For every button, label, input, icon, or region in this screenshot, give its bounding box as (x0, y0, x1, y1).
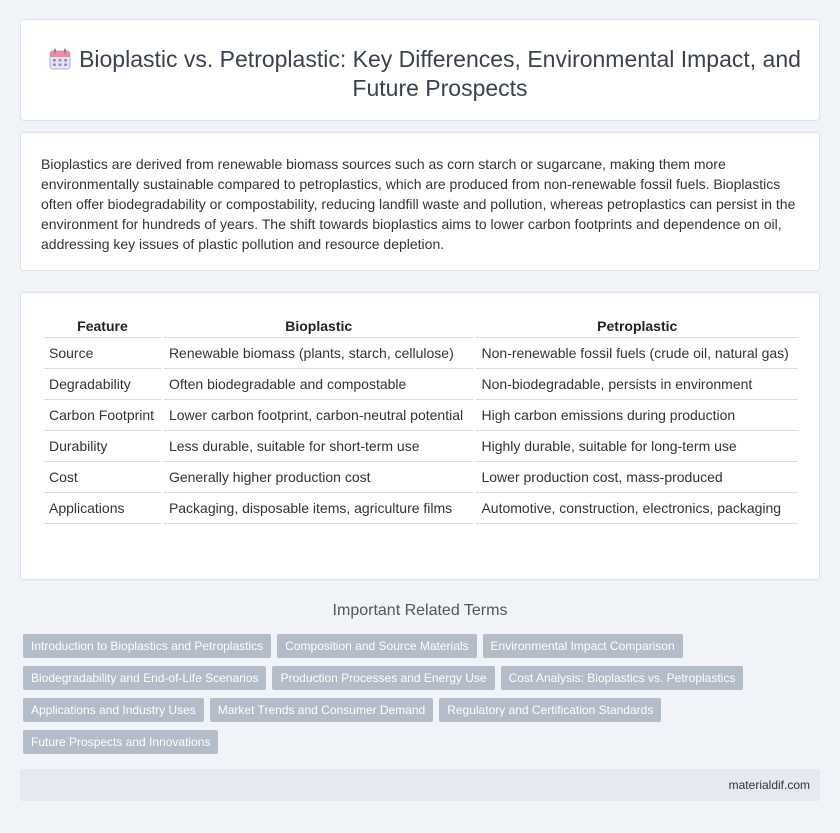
table-cell: Non-biodegradable, persists in environment (476, 369, 798, 400)
table-cell: High carbon emissions during production (476, 400, 798, 431)
column-header-petroplastic: Petroplastic (476, 316, 798, 338)
table-row (44, 369, 798, 400)
table-row (44, 400, 798, 431)
table-cell: Carbon Footprint (44, 400, 161, 431)
table-cell: Lower carbon footprint, carbon-neutral potential (164, 400, 474, 431)
table-cell: Source (44, 338, 161, 369)
table-cell: Applications (44, 493, 161, 524)
intro-paragraph: Bioplastics are derived from renewable biomass sources such as corn starch or sugarcane, making them more environmentally sustainable compared to petroplastics, which are produced from non-renewable fossil fuels. Bioplastics often offer biodegradability or compostability, reducing landfill waste and pollution, whereas petroplastics can persist in the environment for hundreds of years. The shift towards bioplastics aims to lower carbon footprints and dependence on oil, addressing key issues of plastic pollution and resource depletion. (41, 156, 796, 252)
table-cell: Non-renewable fossil fuels (crude oil, natural gas) (476, 338, 798, 369)
comparison-table (41, 316, 801, 524)
table-row (44, 462, 798, 493)
table-cell: Renewable biomass (plants, starch, cellulose) (164, 338, 474, 369)
related-term-tag[interactable]: Composition and Source Materials (277, 634, 476, 658)
page-title: Bioplastic vs. Petroplastic: Key Differences, Environmental Impact, and Future Prospects (79, 46, 801, 101)
footer (20, 769, 820, 801)
table-row (44, 431, 798, 462)
column-header-feature: Feature (44, 316, 161, 338)
table-cell: Packaging, disposable items, agriculture films (164, 493, 474, 524)
table-cell: Highly durable, suitable for long-term use (476, 431, 798, 462)
intro-card (20, 132, 820, 271)
table-cell: Lower production cost, mass-produced (476, 462, 798, 493)
related-term-tag[interactable]: Applications and Industry Uses (23, 698, 204, 722)
related-term-tag[interactable]: Future Prospects and Innovations (23, 730, 218, 754)
header-card (20, 19, 820, 121)
table-cell: Often biodegradable and compostable (164, 369, 474, 400)
table-cell: Durability (44, 431, 161, 462)
column-header-bioplastic: Bioplastic (164, 316, 474, 338)
related-term-tag[interactable]: Market Trends and Consumer Demand (210, 698, 433, 722)
related-terms-heading: Important Related Terms (332, 602, 508, 619)
table-cell: Degradability (44, 369, 161, 400)
table-cell: Automotive, construction, electronics, packaging (476, 493, 798, 524)
table-row (44, 338, 798, 369)
related-term-tag[interactable]: Production Processes and Energy Use (272, 666, 494, 690)
comparison-table-card (20, 292, 820, 580)
table-cell: Cost (44, 462, 161, 493)
related-term-tag[interactable]: Biodegradability and End-of-Life Scenarios (23, 666, 266, 690)
footer-site-name[interactable]: materialdif.com (728, 778, 810, 792)
related-term-tag[interactable]: Environmental Impact Comparison (483, 634, 683, 658)
table-header-row (44, 316, 798, 338)
related-term-tag[interactable]: Regulatory and Certification Standards (439, 698, 661, 722)
related-terms-list (23, 634, 823, 762)
table-cell: Less durable, suitable for short-term use (164, 431, 474, 462)
related-term-tag[interactable]: Introduction to Bioplastics and Petroplastics (23, 634, 271, 658)
related-term-tag[interactable]: Cost Analysis: Bioplastics vs. Petroplastics (501, 666, 744, 690)
calendar-icon (48, 47, 72, 71)
table-row (44, 493, 798, 524)
table-cell: Generally higher production cost (164, 462, 474, 493)
